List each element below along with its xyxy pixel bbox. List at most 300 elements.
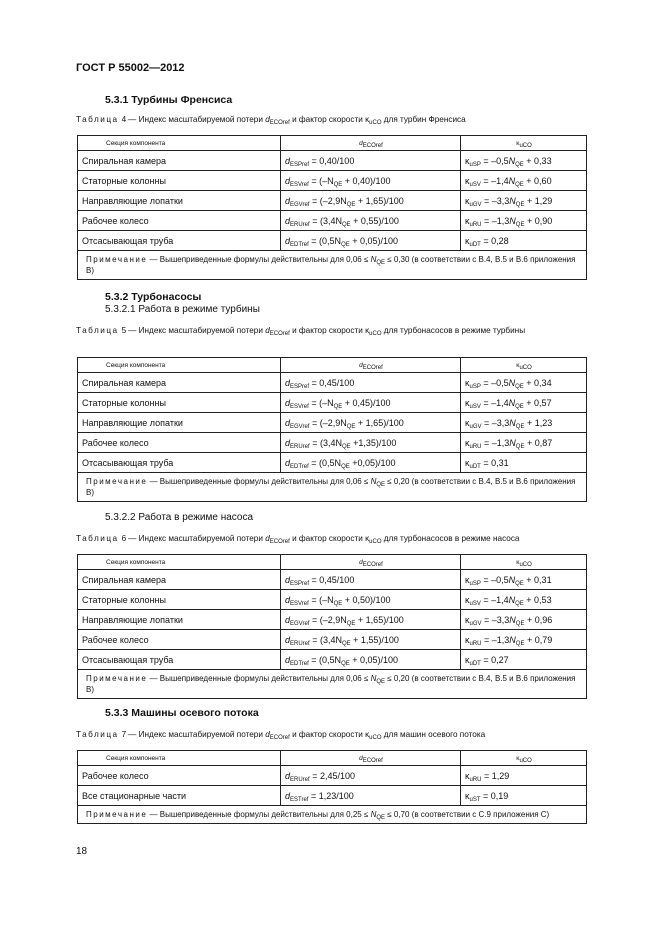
loss-formula (281, 231, 461, 251)
n-subscript: QE (515, 201, 525, 208)
kappa-symbol: κ (465, 790, 470, 801)
caption-text: и фактор скорости (292, 534, 363, 543)
kappa-symbol: κ (465, 175, 470, 186)
header-cell (281, 555, 461, 570)
loss-index-symbol: d (265, 326, 270, 335)
table-row (78, 786, 587, 806)
table-label: Таблица (76, 326, 119, 335)
n-subscript: QE (376, 679, 386, 685)
formula-part: = –1,4 (480, 594, 509, 605)
kappa-symbol: κ (465, 437, 470, 448)
component-name: Отсасывающая труба (78, 231, 281, 251)
loss-formula (281, 453, 461, 473)
d-symbol: d (285, 437, 291, 448)
header-kappa (516, 755, 532, 762)
component-name: Рабочее колесо (78, 433, 281, 453)
formula-part: = (–N (308, 594, 334, 605)
formula-part: +0,05)/100 (349, 457, 396, 468)
n-subscript: QE (376, 482, 386, 488)
kappa-subscript: uCO (519, 561, 532, 568)
kappa-symbol: κ (516, 754, 520, 762)
subsection-heading: 5.3.2.2 Работа в режиме насоса (105, 512, 254, 523)
data-table (77, 554, 587, 699)
loss-formula (281, 786, 461, 806)
table-label: Таблица (76, 115, 119, 124)
kappa-symbol: κ (465, 574, 470, 585)
d-subscript: EGVref (290, 620, 310, 627)
formula-part: = –0,5 (480, 155, 509, 166)
table-number: 6 (121, 534, 127, 543)
kappa-subscript: uRU (469, 776, 482, 783)
header-cell: Секция компонента (78, 358, 281, 373)
kappa-symbol: κ (365, 730, 370, 739)
formula-part: + 1,23 (524, 417, 553, 428)
d-symbol: d (285, 614, 291, 625)
formula-part: = 1,23/100 (308, 790, 354, 801)
kappa-subscript: uRU (469, 640, 482, 647)
caption-tail: для турбонасосов в режиме насоса (383, 534, 520, 543)
loss-index-symbol: d (265, 115, 270, 124)
formula-part: + 0,96 (524, 614, 553, 625)
n-subscript: QE (341, 640, 351, 647)
d-symbol: d (285, 155, 291, 166)
kappa-subscript: uSP (469, 383, 481, 390)
formula-part: = –1,4 (480, 175, 509, 186)
component-name: Статорные колонны (78, 393, 281, 413)
formula-part: + 0,57 (523, 397, 552, 408)
d-subscript: ECOref (362, 561, 383, 568)
n-subscript: QE (515, 221, 525, 228)
data-table (77, 750, 587, 824)
note-label: Примечание (86, 674, 148, 683)
formula-part: + 1,65)/100 (355, 614, 404, 625)
velocity-formula (461, 766, 587, 786)
d-subscript: ECOref (362, 142, 383, 149)
n-subscript: QE (515, 600, 524, 607)
formula-part: + 0,31 (523, 574, 552, 585)
formula-part: = 0,45/100 (309, 377, 355, 388)
velocity-formula (461, 590, 587, 610)
table-caption (76, 325, 588, 336)
d-symbol: d (359, 754, 363, 762)
kappa-symbol: κ (465, 634, 470, 645)
formula-part: = –1,3 (481, 634, 510, 645)
n-subscript: QE (341, 463, 350, 470)
n-symbol: N (509, 614, 516, 625)
d-symbol: d (285, 235, 291, 246)
n-subscript: QE (515, 181, 524, 188)
table-row (78, 373, 587, 393)
formula-part: + 0,05)/100 (349, 654, 399, 665)
table-row (78, 151, 587, 171)
header-cell: Секция компонента (78, 555, 281, 570)
loss-formula (281, 610, 461, 630)
kappa-symbol: κ (465, 397, 470, 408)
kappa-subscript: uSP (469, 161, 481, 168)
velocity-factor (365, 115, 381, 124)
d-subscript: ECOref (362, 757, 383, 764)
formula-part: = 0,45/100 (309, 574, 355, 585)
d-symbol: d (285, 175, 291, 186)
d-subscript: EDTref (290, 241, 309, 248)
formula-part: + 0,53 (523, 594, 552, 605)
d-symbol: d (285, 574, 291, 585)
n-symbol: N (509, 437, 516, 448)
formula-part: = –1,3 (481, 437, 510, 448)
section-heading: 5.3.3 Машины осевого потока (105, 707, 259, 719)
formula-part: + 0,33 (523, 155, 552, 166)
note-label: Примечание (86, 810, 148, 819)
kappa-symbol: κ (365, 534, 370, 543)
kappa-subscript: uCO (519, 364, 532, 371)
note-label: Примечание (86, 255, 148, 264)
n-subscript: QE (515, 620, 525, 627)
caption-tail: для машин осевого потока (383, 730, 486, 739)
component-name: Отсасывающая труба (78, 453, 281, 473)
header-row (78, 751, 587, 766)
loss-index-subscript: ECOref (269, 735, 290, 741)
header-d (359, 755, 383, 762)
n-subscript: QE (515, 580, 524, 587)
kappa-symbol: κ (465, 457, 470, 468)
formula-part: + 1,65)/100 (355, 417, 404, 428)
kappa-subscript: uST (469, 796, 481, 803)
kappa-symbol: κ (465, 614, 470, 625)
velocity-formula (461, 433, 587, 453)
loss-index (265, 115, 290, 124)
loss-formula (281, 151, 461, 171)
loss-formula (281, 171, 461, 191)
table-row (78, 211, 587, 231)
velocity-formula (461, 211, 587, 231)
header-cell (281, 751, 461, 766)
formula-part: + 0,55)/100 (350, 215, 399, 226)
table-note (78, 670, 587, 699)
data-table (77, 357, 587, 502)
note-text: — Вышеприведенные формулы действительны для 0,25 ≤ (149, 810, 371, 819)
table-row (78, 590, 587, 610)
velocity-formula (461, 413, 587, 433)
kappa-subscript: uCO (369, 120, 382, 126)
formula-part: = –1,4 (480, 397, 509, 408)
table-number: 7 (121, 730, 127, 739)
loss-index-symbol: d (265, 534, 270, 543)
formula-part: = 0,28 (480, 235, 509, 246)
header-cell (461, 136, 587, 151)
formula-part: + 0,60 (523, 175, 552, 186)
n-symbol: N (508, 397, 516, 408)
loss-formula (281, 211, 461, 231)
velocity-formula (461, 610, 587, 630)
kappa-symbol: κ (465, 235, 470, 246)
n-subscript: QE (341, 221, 351, 228)
d-subscript: ESPref (290, 580, 310, 587)
formula-part: + 1,55)/100 (350, 634, 399, 645)
loss-formula (281, 590, 461, 610)
kappa-symbol: κ (465, 770, 470, 781)
d-subscript: ESVref (290, 403, 309, 410)
loss-formula (281, 191, 461, 211)
velocity-factor (365, 326, 381, 335)
velocity-formula (461, 231, 587, 251)
caption-text: — Индекс масштабируемой потери (128, 534, 263, 543)
formula-part: = 0,19 (480, 790, 509, 801)
loss-formula (281, 630, 461, 650)
velocity-factor (365, 534, 381, 543)
caption-tail: для турбонасосов в режиме турбины (383, 326, 526, 335)
loss-formula (281, 570, 461, 590)
caption-text: — Индекс масштабируемой потери (128, 730, 263, 739)
velocity-formula (461, 650, 587, 670)
formula-part: = (3,4N (309, 215, 342, 226)
n-symbol: N (508, 574, 516, 585)
header-d (359, 362, 383, 369)
caption-text: и фактор скорости (292, 326, 363, 335)
d-symbol: d (285, 215, 291, 226)
d-subscript: ERUref (290, 221, 310, 228)
note-row (78, 670, 587, 699)
formula-part: = 0,27 (480, 654, 509, 665)
d-symbol: d (285, 417, 291, 428)
n-subscript: QE (376, 260, 386, 266)
kappa-subscript: uGV (469, 423, 482, 430)
d-symbol: d (285, 195, 291, 206)
velocity-formula (461, 570, 587, 590)
d-subscript: ESPref (290, 383, 310, 390)
formula-part: = –3,3 (481, 417, 510, 428)
formula-part: + 0,90 (524, 215, 553, 226)
d-subscript: ERUref (290, 640, 310, 647)
note-row (78, 806, 587, 824)
d-subscript: ESVref (290, 600, 309, 607)
kappa-subscript: uCO (369, 539, 382, 545)
header-row (78, 555, 587, 570)
n-subscript: QE (376, 815, 386, 821)
kappa-symbol: κ (516, 139, 520, 147)
table-row (78, 570, 587, 590)
formula-part: + 0,50)/100 (342, 594, 391, 605)
formula-part: = –3,3 (481, 195, 510, 206)
d-symbol: d (285, 377, 291, 388)
data-table (77, 135, 587, 280)
table-row (78, 231, 587, 251)
kappa-symbol: κ (465, 594, 470, 605)
d-symbol: d (285, 770, 291, 781)
section-heading: 5.3.2 Турбонасосы (105, 291, 202, 303)
n-subscript: QE (515, 423, 525, 430)
formula-part: = (–2,9N (309, 195, 347, 206)
table-row (78, 393, 587, 413)
note-label: Примечание (86, 477, 148, 486)
table-number: 4 (121, 115, 127, 124)
caption-text: — Индекс масштабируемой потери (128, 326, 263, 335)
d-subscript: EDTref (290, 660, 309, 667)
loss-index-symbol: d (265, 730, 270, 739)
loss-formula (281, 413, 461, 433)
n-symbol: N (508, 175, 516, 186)
table-row (78, 453, 587, 473)
n-subscript: QE (515, 640, 525, 647)
subsection-heading: 5.3.2.1 Работа в режиме турбины (105, 304, 260, 315)
table-caption (76, 729, 588, 740)
n-subscript: QE (346, 620, 356, 627)
note-text: — Вышеприведенные формулы действительны для 0,06 ≤ (149, 477, 371, 486)
n-subscript: QE (515, 403, 524, 410)
kappa-symbol: κ (465, 417, 470, 428)
loss-index (265, 534, 290, 543)
header-cell: Секция компонента (78, 751, 281, 766)
note-text: — Вышеприведенные формулы действительны для 0,06 ≤ (149, 255, 371, 264)
formula-part: = 0,31 (480, 457, 509, 468)
d-symbol: d (285, 790, 291, 801)
component-name: Все стационарные части (78, 786, 281, 806)
formula-part: = (3,4N (309, 437, 342, 448)
component-name: Статорные колонны (78, 171, 281, 191)
note-text: ≤ 0,20 (в соответствии с В.4, В.5 и В.6 приложения В) (86, 674, 576, 694)
table-note (78, 806, 587, 824)
formula-part: = 1,29 (481, 770, 510, 781)
formula-part: = (0,5N (308, 457, 342, 468)
component-name: Статорные колонны (78, 590, 281, 610)
formula-part: + 0,87 (524, 437, 553, 448)
n-symbol: N (370, 477, 377, 486)
table-note (78, 473, 587, 502)
loss-index-subscript: ECOref (269, 120, 290, 126)
formula-part: + 1,65)/100 (355, 195, 404, 206)
component-name: Направляющие лопатки (78, 413, 281, 433)
kappa-subscript: uSV (469, 181, 481, 188)
component-name: Спиральная камера (78, 373, 281, 393)
n-symbol: N (509, 417, 516, 428)
d-symbol: d (359, 361, 363, 369)
formula-part: + 1,29 (524, 195, 553, 206)
formula-part: = (–2,9N (309, 614, 347, 625)
document-header: ГОСТ Р 55002—2012 (76, 62, 185, 74)
n-symbol: N (508, 594, 516, 605)
table-caption (76, 114, 588, 125)
component-name: Направляющие лопатки (78, 191, 281, 211)
formula-part: = –3,3 (481, 614, 510, 625)
table-row (78, 650, 587, 670)
component-name: Направляющие лопатки (78, 610, 281, 630)
note-text: ≤ 0,20 (в соответствии с В.4, В.5 и В.6 приложения В) (86, 477, 576, 497)
header-cell (461, 555, 587, 570)
n-subscript: QE (333, 181, 343, 188)
d-symbol: d (285, 397, 291, 408)
n-subscript: QE (515, 443, 525, 450)
velocity-formula (461, 453, 587, 473)
d-symbol: d (285, 654, 291, 665)
component-name: Отсасывающая труба (78, 650, 281, 670)
page-number: 18 (76, 846, 88, 857)
velocity-formula (461, 630, 587, 650)
d-subscript: ESPref (290, 161, 310, 168)
n-subscript: QE (341, 241, 350, 248)
table-row (78, 171, 587, 191)
kappa-subscript: uDT (469, 463, 481, 470)
formula-part: + 0,45)/100 (342, 397, 391, 408)
velocity-formula (461, 151, 587, 171)
table-row (78, 610, 587, 630)
velocity-formula (461, 191, 587, 211)
kappa-subscript: uCO (519, 757, 532, 764)
d-subscript: ERUref (290, 443, 310, 450)
d-subscript: ESVref (290, 181, 309, 188)
table-caption (76, 533, 588, 544)
n-symbol: N (509, 634, 516, 645)
table-row (78, 433, 587, 453)
table-row (78, 630, 587, 650)
n-subscript: QE (341, 660, 350, 667)
table-row (78, 766, 587, 786)
kappa-subscript: uGV (469, 201, 482, 208)
formula-part: = 0,40/100 (309, 155, 355, 166)
kappa-symbol: κ (465, 195, 470, 206)
d-symbol: d (285, 457, 291, 468)
header-cell (281, 358, 461, 373)
kappa-symbol: κ (465, 377, 470, 388)
formula-part: = (0,5N (308, 235, 342, 246)
kappa-subscript: uGV (469, 620, 482, 627)
d-subscript: ESTref (290, 796, 309, 803)
header-row (78, 358, 587, 373)
n-symbol: N (370, 674, 377, 683)
formula-part: = –1,3 (481, 215, 510, 226)
kappa-subscript: uRU (469, 221, 482, 228)
loss-formula (281, 373, 461, 393)
note-text: — Вышеприведенные формулы действительны для 0,06 ≤ (149, 674, 371, 683)
kappa-subscript: uCO (369, 735, 382, 741)
header-cell (461, 358, 587, 373)
loss-index-subscript: ECOref (269, 539, 290, 545)
formula-part: = (3,4N (309, 634, 342, 645)
formula-part: + 0,79 (524, 634, 553, 645)
kappa-subscript: uCO (519, 142, 532, 149)
kappa-subscript: uSV (469, 403, 481, 410)
d-symbol: d (285, 594, 291, 605)
table-row (78, 413, 587, 433)
n-symbol: N (370, 255, 377, 264)
component-name: Рабочее колесо (78, 211, 281, 231)
formula-part: = –0,5 (480, 574, 509, 585)
kappa-subscript: uDT (469, 660, 481, 667)
kappa-symbol: κ (365, 115, 370, 124)
d-symbol: d (285, 634, 291, 645)
kappa-subscript: uCO (369, 331, 382, 337)
loss-index (265, 326, 290, 335)
d-symbol: d (359, 558, 363, 566)
note-text: ≤ 0,70 (в соответствии с С.9 приложения С) (385, 810, 550, 819)
formula-part: = –0,5 (480, 377, 509, 388)
d-subscript: EDTref (290, 463, 309, 470)
formula-part: +1,35)/100 (350, 437, 397, 448)
header-kappa (516, 140, 532, 147)
velocity-formula (461, 171, 587, 191)
velocity-factor (365, 730, 381, 739)
header-d (359, 559, 383, 566)
n-subscript: QE (515, 383, 524, 390)
d-subscript: ECOref (362, 364, 383, 371)
loss-index (265, 730, 290, 739)
n-subscript: QE (333, 403, 343, 410)
d-subscript: EGVref (290, 423, 310, 430)
loss-index-subscript: ECOref (269, 331, 290, 337)
component-name: Спиральная камера (78, 151, 281, 171)
note-text: ≤ 0,30 (в соответствии с В.4, В.5 и В.6 приложения В) (86, 255, 576, 275)
header-cell (281, 136, 461, 151)
component-name: Рабочее колесо (78, 766, 281, 786)
formula-part: = 2,45/100 (309, 770, 355, 781)
